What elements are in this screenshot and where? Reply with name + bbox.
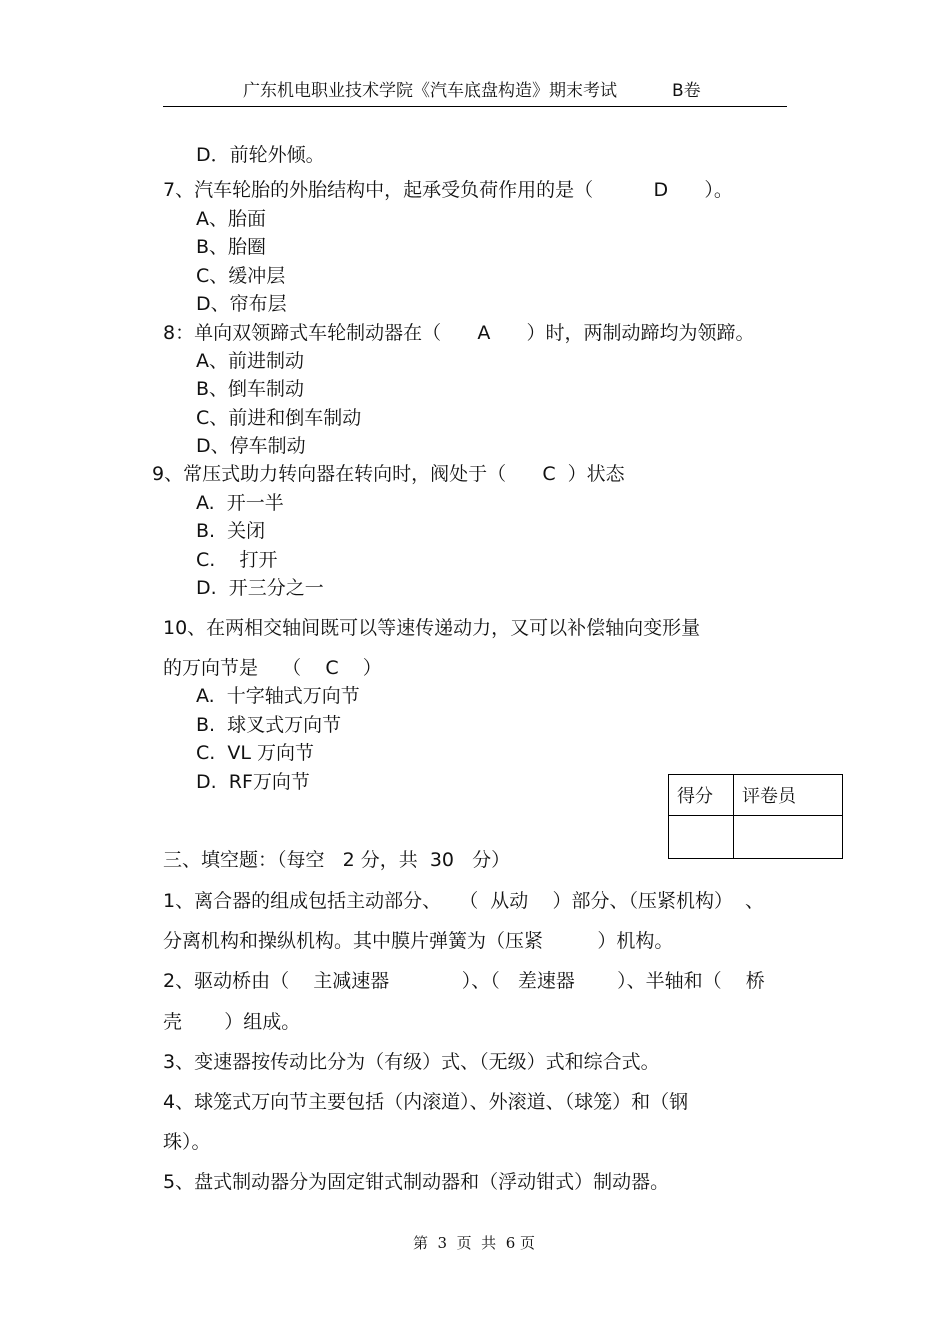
q9-option-d: D. 开三分之一 [196,577,324,599]
q8-option-c: C、前进和倒车制动 [196,407,362,429]
fill2-line1: 2、驱动桥由（ 主减速器 ）、（ 差速器 ）、半轴和（ 桥 [163,970,765,992]
q6-option-d: D．前轮外倾。 [196,144,325,166]
fill3: 3、变速器按传动比分为（有级）式、（无级）式和综合式。 [163,1051,660,1073]
q8-option-b: B、倒车制动 [196,378,305,400]
page-footer: 第 3 页 共 6 页 [413,1234,535,1252]
section3-title: 三、填空题：（每空 2 分，共 30 分） [163,849,511,871]
q7-option-a: A、胎面 [196,208,266,230]
q10-option-c: C. VL 万向节 [196,742,315,764]
q7-option-b: B、胎圈 [196,236,267,258]
q7-option-d: D、帘布层 [196,293,287,315]
q7-stem: 7、汽车轮胎的外胎结构中，起承受负荷作用的是（ D ）。 [163,179,733,201]
grader-header: 评卷员 [734,775,843,816]
header-divider [163,106,787,107]
score-table [668,774,843,859]
q10-option-d: D. RF万向节 [196,771,310,793]
exam-title: 广东机电职业技术学院《汽车底盘构造》期末考试 [243,81,617,101]
fill5: 5、盘式制动器分为固定钳式制动器和（浮动钳式）制动器。 [163,1171,670,1193]
score-cell [669,816,734,859]
fill2-line2: 壳 ）组成。 [163,1011,301,1033]
q10-stem-line1: 10、在两相交轴间既可以等速传递动力，又可以补偿轴向变形量 [163,617,701,639]
q9-stem: 9、常压式助力转向器在转向时，阀处于（ C ）状态 [152,463,625,485]
q9-option-c: C. 打开 [196,549,278,571]
q10-stem-line2: 的万向节是 （ C ） [163,657,382,679]
q8-option-a: A、前进制动 [196,350,304,372]
fill4-line1: 4、球笼式万向节主要包括（内滚道）、外滚道、（球笼）和（钢 [163,1091,689,1113]
q8-stem: 8：单向双领蹄式车轮制动器在（ A ）时，两制动蹄均为领蹄。 [163,322,755,344]
fill4-line2: 珠）。 [163,1131,211,1153]
score-header: 得分 [669,775,734,816]
q10-option-b: B. 球叉式万向节 [196,714,342,736]
fill1-line1: 1、离合器的组成包括主动部分、 （ 从动 ）部分、（压紧机构） 、 [163,890,765,912]
q8-option-d: D、停车制动 [196,435,306,457]
q10-option-a: A. 十字轴式万向节 [196,685,360,707]
fill1-line2: 分离机构和操纵机构。其中膜片弹簧为（压紧 ）机构。 [163,930,674,952]
exam-version: B卷 [672,81,701,101]
q9-option-a: A. 开一半 [196,492,284,514]
grader-cell [734,816,843,859]
q9-option-b: B. 关闭 [196,520,266,542]
q7-option-c: C、缓冲层 [196,265,286,287]
